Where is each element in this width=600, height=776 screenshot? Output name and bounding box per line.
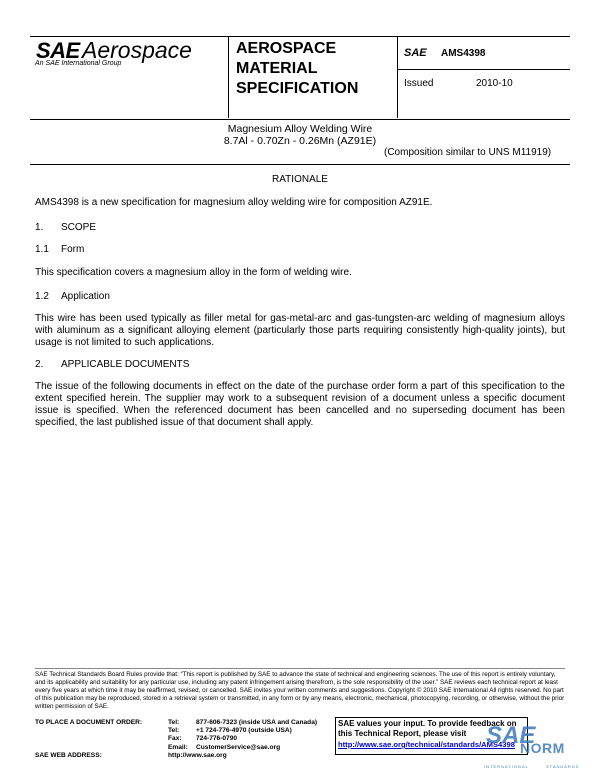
documents-text: The issue of the following documents in effect on the date of the purchase order form a part of this specification to the extent specified herein. The supplier may work to a subsequent revision of a document unless a specific document issue is specified. When the referenced document has been cancelled and no superseding document has been specified, the last published issue of that document shall apply. — [35, 381, 565, 428]
spec-title-line1: Magnesium Alloy Welding Wire — [227, 123, 373, 135]
section-heading-form — [35, 244, 84, 256]
header-divider — [228, 36, 229, 118]
composition-note: (Composition similar to UNS M11919) — [384, 147, 552, 158]
section-heading-scope — [35, 222, 96, 234]
watermark-norm: NORM — [520, 740, 565, 756]
section-title: SCOPE — [61, 222, 97, 233]
document-type-title — [236, 39, 396, 99]
title-line: SPECIFICATION — [236, 80, 359, 97]
section-number: 1.2 — [35, 291, 49, 302]
feedback-link[interactable]: http://www.sae.org/technical/standards/AMS4398 — [338, 740, 515, 749]
order-label: TO PLACE A DOCUMENT ORDER: — [35, 719, 143, 726]
section-number: 1.1 — [35, 244, 49, 255]
email-link[interactable]: CustomerService@sae.org — [196, 744, 281, 751]
form-text: This specification covers a magnesium alloy in the form of welding wire. — [35, 267, 352, 278]
web-label: SAE WEB ADDRESS: — [35, 752, 102, 759]
aerospace-logo-text: Aerospace — [82, 37, 192, 63]
header-divider — [397, 69, 570, 70]
header-divider — [397, 36, 398, 118]
section-title: Application — [61, 291, 110, 302]
spec-number: AMS4398 — [441, 48, 486, 59]
application-text: This wire has been used typically as filler metal for gas-metal-arc and gas-tungsten-arc welding of magnesium alloys with aluminum as a significant alloying element (particularly those parts requiring consistently high-quality joints), but usage is not limited to such applications. — [35, 313, 565, 348]
section-heading-documents — [35, 359, 189, 371]
rationale-heading: RATIONALE — [272, 174, 328, 185]
tel-label: Tel: — [168, 719, 180, 726]
sae-logo: SAE — [36, 38, 80, 63]
sae-mark: SAE — [404, 47, 427, 59]
section-title: APPLICABLE DOCUMENTS — [61, 359, 190, 370]
logo-tagline: An SAE International Group — [35, 60, 122, 67]
email-label: Email: — [168, 744, 188, 751]
footer-legal-note: SAE Technical Standards Board Rules provide that: “This report is published by SAE to advance the state of technical and engineering sciences. The use of this report is entirely voluntary, and its applicability and suitability for any particular use, including any patent infringement arising therefrom, is the sole responsibility of the user.” SAE reviews each technical report at least every five years at which time it may be reaffirmed, revised, or cancelled. SAE invites your written comments and suggestions. Copyright © 2010 SAE International All rights reserved. No part of this publication may be reproduced, stored in a retrieval system or transmitted, in any form or by any means, electronic, mechanical, photocopying, recording, or otherwise, without the prior written permission of SAE. — [35, 671, 565, 710]
tel-label: Tel: — [168, 727, 180, 734]
fax-value: 724-776-0790 — [196, 735, 238, 742]
title-line: MATERIAL — [236, 60, 318, 77]
section-number: 1. — [35, 222, 44, 233]
feedback-text: SAE values your input. To provide feedback on this Technical Report, please visit — [338, 719, 517, 738]
section-number: 2. — [35, 359, 44, 370]
spec-title-line2: 8.7Al - 0.70Zn - 0.26Mn (AZ91E) — [223, 135, 377, 147]
title-line: AEROSPACE — [236, 40, 337, 57]
title-divider — [30, 164, 570, 165]
watermark-sub: STANDARDS — [546, 764, 580, 769]
tel-value: +1 724-776-4970 (outside USA) — [196, 727, 292, 734]
fax-label: Fax: — [168, 735, 182, 742]
issued-date: 2010-10 — [476, 78, 513, 89]
issued-label: Issued — [404, 78, 434, 89]
watermark-sae: SAE — [486, 722, 536, 749]
watermark-sub: INTERNATIONAL — [484, 764, 529, 769]
tel-value: 877-606-7323 (inside USA and Canada) — [196, 719, 318, 726]
web-link[interactable]: http://www.sae.org — [168, 752, 227, 759]
rationale-text: AMS4398 is a new specification for magnesium alloy welding wire for composition AZ91E. — [35, 197, 433, 208]
footer-divider — [35, 668, 565, 669]
section-title: Form — [61, 244, 85, 255]
section-heading-application — [35, 291, 110, 303]
